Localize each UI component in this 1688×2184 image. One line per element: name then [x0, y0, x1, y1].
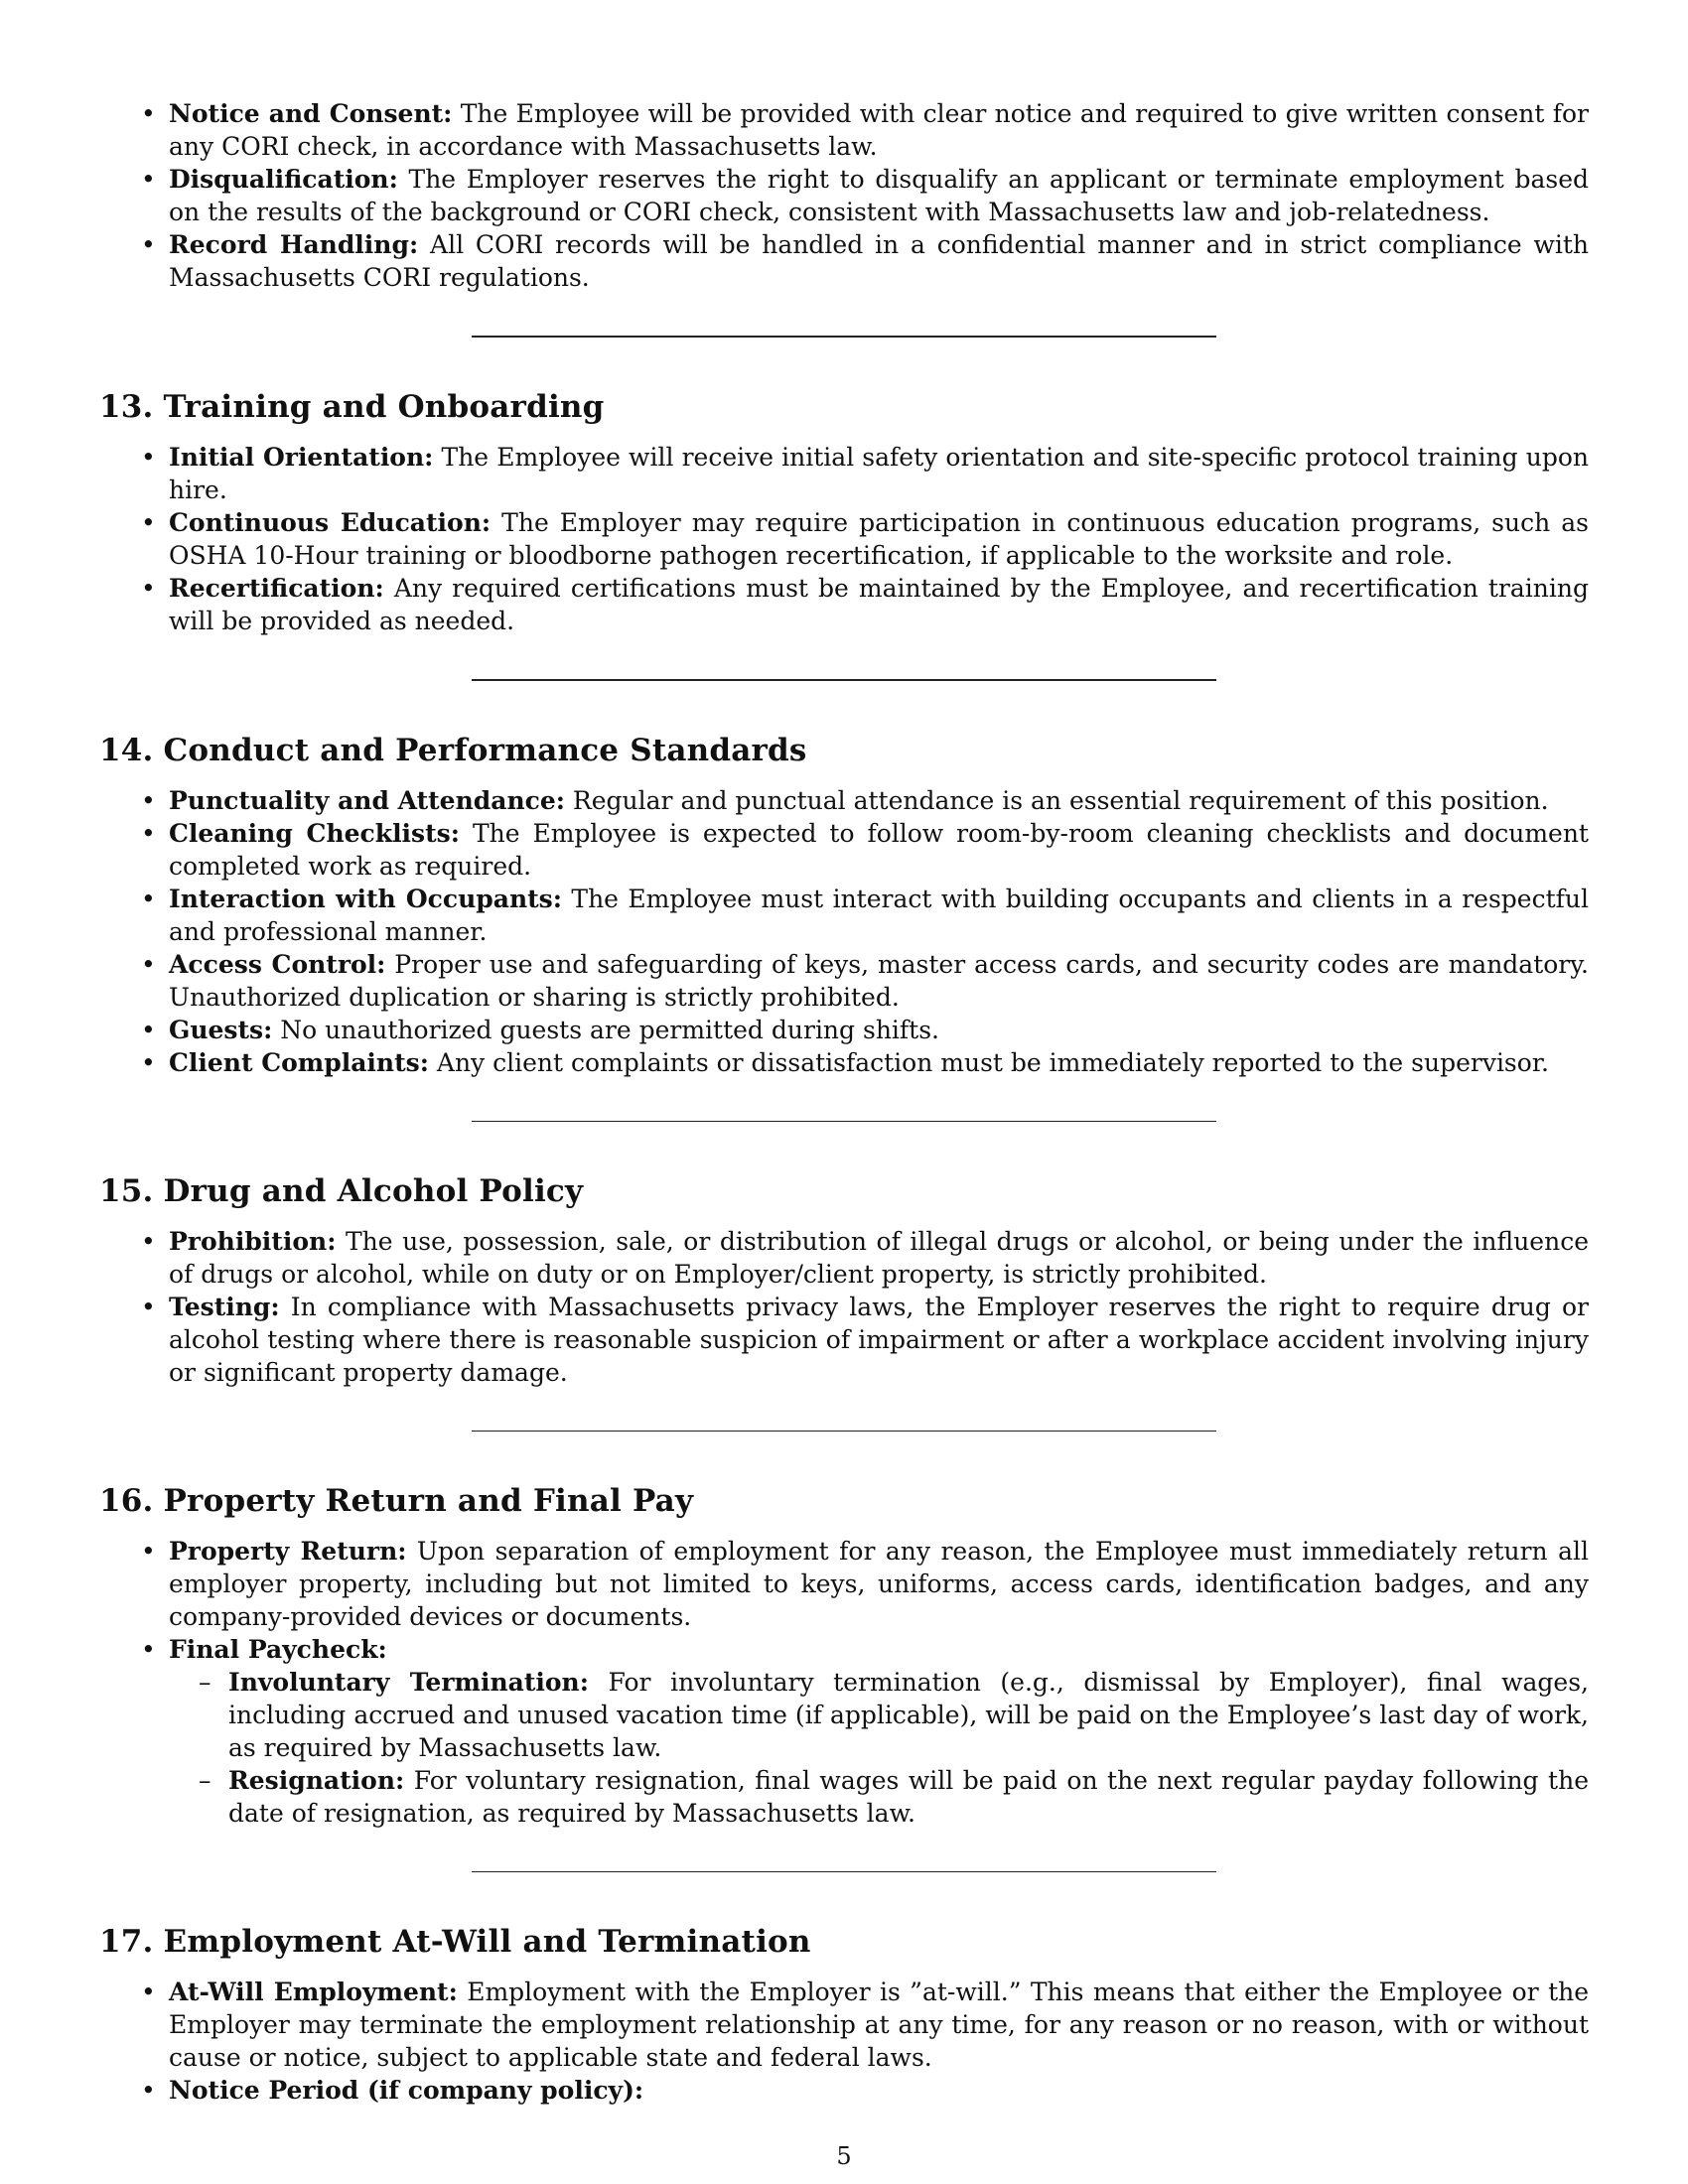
section-16-list — [99, 1535, 1589, 1830]
item-text: In compliance with Massachusetts privacy laws, the Employer reserves the right to require drug or alcohol testing where there is reasonable suspicion of impairment or after a workplace accident involving injury or significant property damage. — [169, 1293, 1589, 1387]
item-text: For voluntary resignation, final wages will be paid on the next regular payday following the date of resignation, as required by Massachusetts law. — [228, 1766, 1589, 1828]
item-text: The Employee will receive initial safety orientation and site-specific protocol training upon hire. — [169, 443, 1589, 504]
item-text: The Employee must interact with building occupants and clients in a respectful and professional manner. — [169, 885, 1589, 946]
item-text: Upon separation of employment for any reason, the Employee must immediately return all employer property, including but not limited to keys, uniforms, access cards, identification badges, and any company-provided devices or documents. — [169, 1537, 1589, 1631]
list-item — [169, 572, 1589, 637]
item-term: Disqualification: — [169, 165, 398, 194]
list-item — [169, 506, 1589, 572]
item-text: Any required certifications must be maintained by the Employee, and recertification training will be provided as needed. — [169, 574, 1589, 635]
list-item — [169, 163, 1589, 228]
sub-list-item — [228, 1666, 1589, 1764]
item-text: The Employer reserves the right to disqualify an applicant or terminate employment based on the results of the background or CORI check, consistent with Massachusetts law and job-relatedness. — [169, 165, 1589, 226]
document-page — [99, 97, 1589, 2107]
list-item — [169, 1046, 1589, 1079]
item-term: Punctuality and Attendance: — [169, 786, 565, 815]
item-term: Testing: — [169, 1293, 280, 1321]
item-term: Property Return: — [169, 1537, 407, 1566]
section-divider — [472, 1121, 1216, 1122]
section-heading-13 — [99, 387, 1589, 427]
list-item — [169, 1535, 1589, 1633]
list-item — [169, 784, 1589, 817]
final-paycheck-sublist — [169, 1666, 1589, 1830]
item-term: Guests: — [169, 1016, 273, 1044]
item-term: Notice and Consent: — [169, 99, 453, 128]
item-text: The Employer may require participation in continuous education programs, such as OSHA 10-Hour training or bloodborne pathogen recertification, if applicable to the worksite and role. — [169, 508, 1589, 570]
item-text: Any client complaints or dissatisfaction must be immediately reported to the supervisor. — [428, 1048, 1549, 1077]
item-term: Final Paycheck: — [169, 1635, 387, 1664]
cori-bullet-list — [99, 97, 1589, 294]
section-number: 15. — [99, 1173, 154, 1209]
item-term: Record Handling: — [169, 230, 419, 259]
list-item — [169, 97, 1589, 163]
section-title: Training and Onboarding — [163, 389, 605, 425]
section-divider — [472, 1431, 1216, 1432]
item-term: At-Will Employment: — [169, 1978, 458, 2006]
item-term: Interaction with Occupants: — [169, 885, 562, 913]
page-number: 5 — [836, 2142, 852, 2170]
list-item — [169, 1291, 1589, 1389]
section-14-list — [99, 784, 1589, 1079]
item-text: For involuntary termination (e.g., dismissal by Employer), final wages, including accrued and unused vacation time (if applicable), will be paid on the Employee’s last day of work, as required by Massachusetts law. — [228, 1668, 1589, 1762]
item-text: The use, possession, sale, or distribution of illegal drugs or alcohol, or being under the influence of drugs or alcohol, while on duty or on Employer/client property, is strictly prohibited. — [169, 1227, 1589, 1289]
section-title: Property Return and Final Pay — [163, 1483, 694, 1519]
list-item — [169, 1014, 1589, 1046]
section-number: 16. — [99, 1483, 154, 1519]
item-term: Access Control: — [169, 950, 386, 979]
list-item — [169, 883, 1589, 948]
item-text: All CORI records will be handled in a confidential manner and in strict compliance with Massachusetts CORI regulations. — [169, 230, 1590, 292]
section-number: 14. — [99, 733, 154, 768]
item-term: Continuous Education: — [169, 508, 492, 537]
item-text: Employment with the Employer is ”at-will.” This means that either the Employee or the Employer may terminate the employment relationship at any time, for any reason or no reason, with or without cause or notice, subject to applicable state and federal laws. — [169, 1978, 1590, 2072]
section-title: Employment At-Will and Termination — [163, 1924, 811, 1960]
section-heading-16 — [99, 1481, 1589, 1521]
item-text: No unauthorized guests are permitted during shifts. — [272, 1016, 939, 1044]
item-term: Involuntary Termination: — [228, 1668, 589, 1697]
section-divider — [472, 1871, 1216, 1872]
section-title: Drug and Alcohol Policy — [163, 1173, 584, 1209]
list-item — [169, 1976, 1589, 2074]
section-divider — [472, 336, 1216, 338]
item-term: Notice Period (if company policy): — [169, 2076, 644, 2105]
item-text: The Employee is expected to follow room-by-room cleaning checklists and document completed work as required. — [169, 819, 1589, 881]
item-text: Regular and punctual attendance is an essential requirement of this position. — [564, 786, 1549, 815]
item-term: Resignation: — [228, 1766, 405, 1795]
list-item — [169, 817, 1589, 883]
list-item — [169, 1633, 1589, 1830]
item-text: The Employee will be provided with clear notice and required to give written consent for any CORI check, in accordance with Massachusetts law. — [169, 99, 1589, 161]
item-term: Cleaning Checklists: — [169, 819, 460, 848]
list-item — [169, 948, 1589, 1014]
section-heading-15 — [99, 1171, 1589, 1211]
section-number: 17. — [99, 1924, 154, 1960]
section-heading-14 — [99, 731, 1589, 770]
item-term: Recertification: — [169, 574, 384, 603]
section-heading-17 — [99, 1922, 1589, 1962]
section-title: Conduct and Performance Standards — [163, 733, 807, 768]
list-item — [169, 2074, 1589, 2107]
item-term: Initial Orientation: — [169, 443, 434, 472]
item-text: Proper use and safeguarding of keys, master access cards, and security codes are mandatory. Unauthorized duplication or sharing is strictly prohibited. — [169, 950, 1590, 1012]
item-term: Client Complaints: — [169, 1048, 429, 1077]
section-15-list — [99, 1225, 1589, 1389]
section-13-list — [99, 441, 1589, 637]
section-divider — [472, 679, 1216, 681]
list-item — [169, 1225, 1589, 1291]
section-17-list — [99, 1976, 1589, 2107]
list-item — [169, 441, 1589, 506]
sub-list-item — [228, 1764, 1589, 1830]
section-number: 13. — [99, 389, 154, 425]
item-term: Prohibition: — [169, 1227, 337, 1256]
list-item — [169, 228, 1589, 294]
